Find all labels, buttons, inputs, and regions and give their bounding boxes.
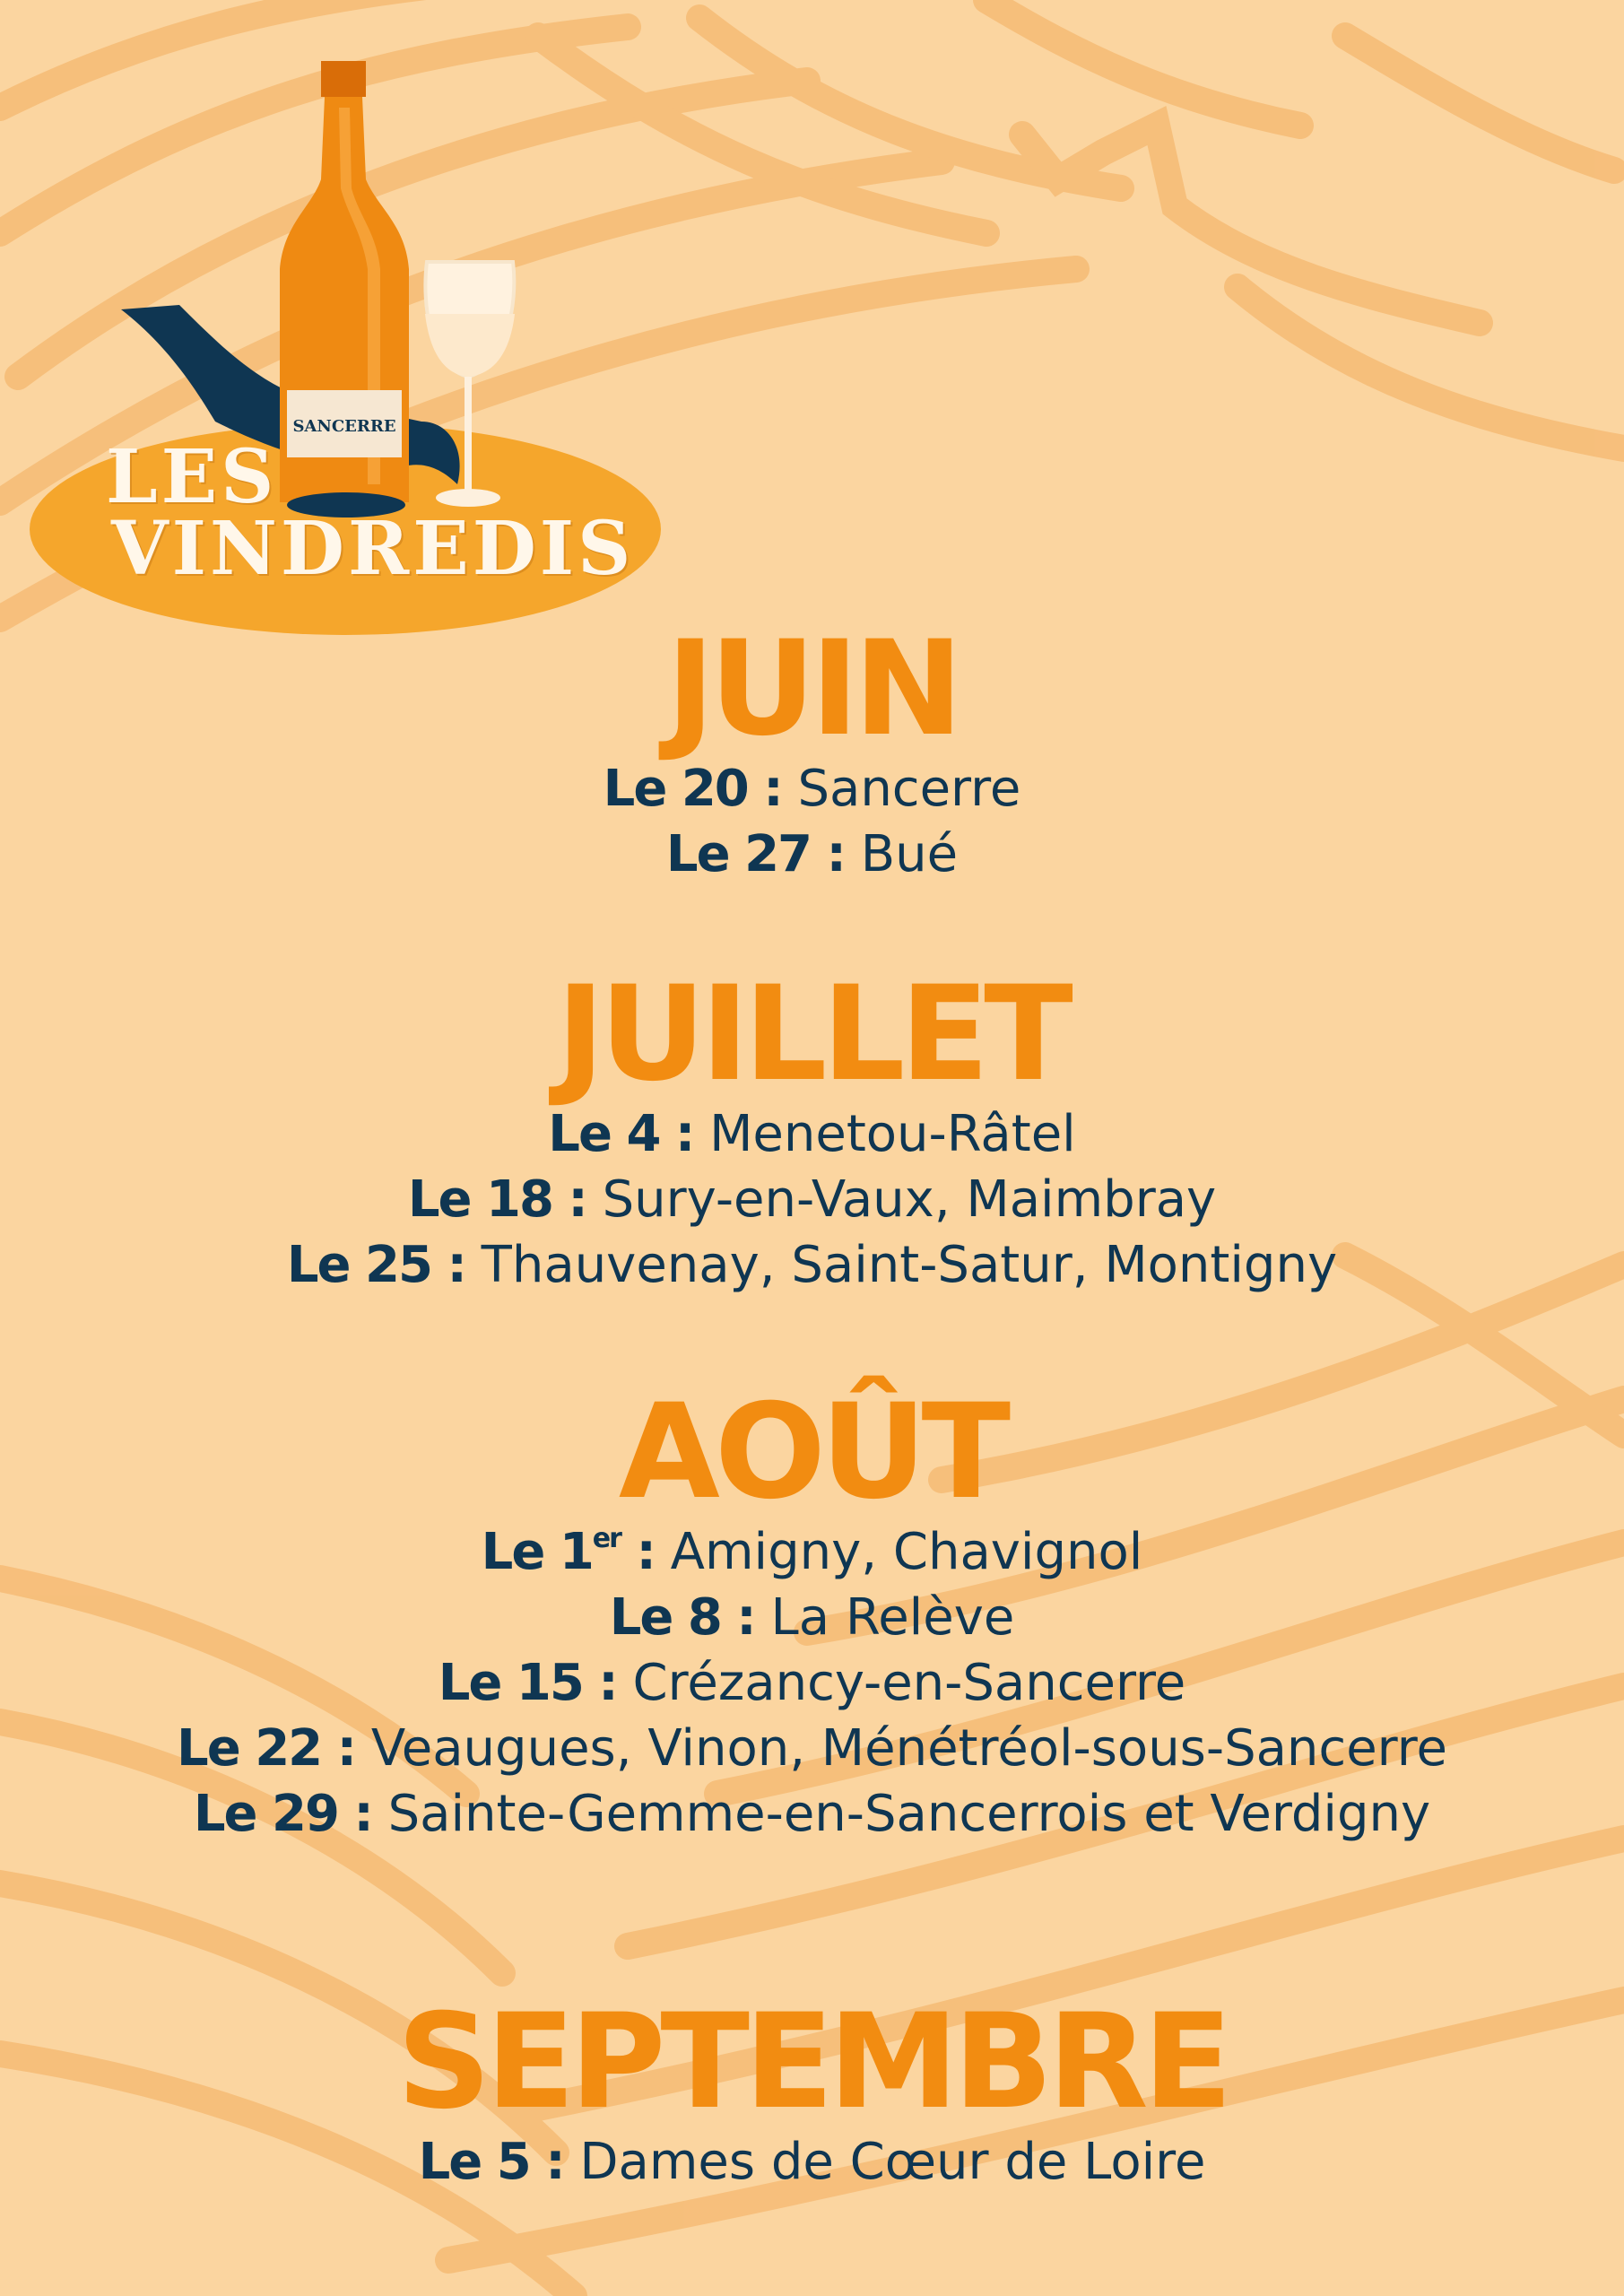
event-row	[0, 822, 1624, 887]
event-date: Le 5 :	[418, 2133, 564, 2191]
event-row	[0, 1101, 1624, 1167]
event-date: Le 27 :	[665, 825, 845, 883]
event-place: Thauvenay, Saint-Satur, Montigny	[481, 1236, 1338, 1294]
event-place: Veaugues, Vinon, Ménétréol-sous-Sancerre	[370, 1719, 1447, 1778]
month-section-septembre	[0, 1986, 1624, 2195]
event-date: Le 25 :	[286, 1236, 465, 1294]
logo-wordmark	[106, 434, 635, 592]
month-section-juillet	[0, 958, 1624, 1298]
event-place: Sancerre	[797, 760, 1021, 818]
event-row	[0, 1585, 1624, 1650]
event-place: Sainte-Gemme-en-Sancerrois et Verdigny	[387, 1785, 1431, 1843]
event-date: Le 22 :	[177, 1719, 356, 1778]
event-place: Bué	[860, 825, 959, 883]
logo-line-2: VINDREDIS	[111, 506, 635, 592]
event-row	[0, 1650, 1624, 1716]
event-place: Dames de Cœur de Loire	[579, 2133, 1206, 2191]
month-title: AOÛT	[618, 1376, 1006, 1528]
event-date: Le 1er :	[481, 1523, 655, 1581]
event-row	[0, 2129, 1624, 2195]
event-row	[0, 1519, 1624, 1585]
event-date: Le 20 :	[603, 760, 782, 818]
event-row	[0, 1167, 1624, 1232]
event-place: Menetou-Râtel	[709, 1105, 1076, 1163]
event-row	[0, 756, 1624, 822]
month-title: JUIN	[665, 613, 959, 765]
logo-line-1: LES	[106, 434, 278, 520]
event-row	[0, 1716, 1624, 1781]
event-row	[0, 1232, 1624, 1298]
event-row	[0, 1781, 1624, 1847]
month-title: JUILLET	[556, 958, 1068, 1110]
event-place: La Relève	[770, 1588, 1015, 1647]
event-date: Le 4 :	[548, 1105, 694, 1163]
event-place: Sury-en-Vaux, Maimbray	[602, 1170, 1217, 1229]
event-date: Le 15 :	[438, 1654, 617, 1712]
month-section-juin	[0, 613, 1624, 887]
event-date: Le 18 :	[407, 1170, 586, 1229]
event-place: Crézancy-en-Sancerre	[632, 1654, 1186, 1712]
month-section-aout	[0, 1376, 1624, 1847]
event-place: Amigny, Chavignol	[670, 1523, 1143, 1581]
event-date: Le 8 :	[609, 1588, 755, 1647]
event-date: Le 29 :	[193, 1785, 372, 1843]
month-title: SEPTEMBRE	[396, 1986, 1228, 2138]
bottle-label: SANCERRE	[292, 417, 396, 436]
